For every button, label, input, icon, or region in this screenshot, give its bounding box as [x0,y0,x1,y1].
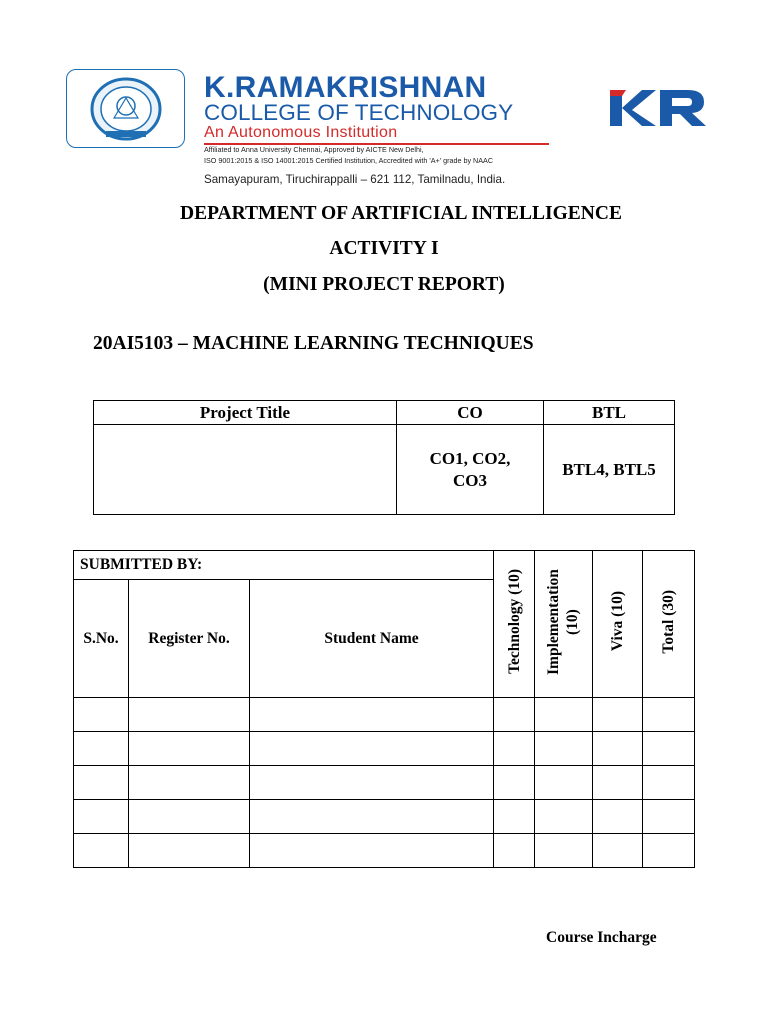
college-subtitle: COLLEGE OF TECHNOLOGY [204,100,514,125]
student-name-cell[interactable] [250,834,494,868]
sno-cell[interactable] [74,766,129,800]
sno-cell[interactable] [74,834,129,868]
student-name-header: Student Name [250,580,494,698]
total-header-text: Total (30) [660,589,677,654]
table-row [74,732,695,766]
total-cell[interactable] [643,800,695,834]
table-row [74,800,695,834]
register-no-cell[interactable] [129,732,250,766]
autonomous-tagline: An Autonomous Institution [204,124,398,141]
technology-cell[interactable] [494,800,535,834]
sno-cell[interactable] [74,800,129,834]
sno-cell[interactable] [74,732,129,766]
kr-brand-logo [608,86,708,130]
affiliation-line-2: ISO 9001:2015 & ISO 14001:2015 Certified Institution, Accredited with 'A+' grade by NAAC [204,156,494,165]
implementation-cell[interactable] [535,698,593,732]
technology-header-text: Technology (10) [505,569,523,674]
co-header: CO [397,401,544,425]
implementation-cell[interactable] [535,834,593,868]
college-name: K.RAMAKRISHNAN [204,71,487,104]
viva-cell[interactable] [593,732,643,766]
viva-cell[interactable] [593,698,643,732]
total-header [643,551,695,698]
co-value: CO1, CO2, CO3 [429,448,511,490]
course-incharge-signature-label: Course Incharge [546,929,657,946]
technology-cell[interactable] [494,698,535,732]
register-no-cell[interactable] [129,834,250,868]
project-table-header [94,401,675,425]
total-cell[interactable] [643,834,695,868]
sno-cell[interactable] [74,698,129,732]
viva-cell[interactable] [593,834,643,868]
table-row [74,834,695,868]
project-table-row [94,425,675,515]
implementation-cell[interactable] [535,766,593,800]
project-table [93,400,675,515]
register-no-cell[interactable] [129,766,250,800]
project-title-cell[interactable] [94,425,397,515]
viva-cell[interactable] [593,800,643,834]
implementation-header-text: Implementation (10) [544,568,581,675]
college-address: Samayapuram, Tiruchirappalli – 621 112, Tamilnadu, India. [204,173,506,186]
student-name-cell[interactable] [250,800,494,834]
viva-cell[interactable] [593,766,643,800]
submitted-by-row [74,551,695,580]
register-no-cell[interactable] [129,800,250,834]
total-cell[interactable] [643,698,695,732]
total-cell[interactable] [643,766,695,800]
student-name-cell[interactable] [250,698,494,732]
implementation-cell[interactable] [535,800,593,834]
btl-cell: BTL4, BTL5 [544,425,675,515]
viva-header [593,551,643,698]
technology-cell[interactable] [494,766,535,800]
project-title-header: Project Title [94,401,397,425]
student-name-cell[interactable] [250,766,494,800]
implementation-cell[interactable] [535,732,593,766]
technology-header [494,551,535,698]
report-title: (MINI PROJECT REPORT) [263,274,505,295]
table-row [74,766,695,800]
btl-header: BTL [544,401,675,425]
register-no-header: Register No. [129,580,250,698]
technology-cell[interactable] [494,732,535,766]
affiliation-line-1: Affiliated to Anna University Chennai, Approved by AICTE New Delhi, [204,145,424,154]
activity-title: ACTIVITY I [329,238,439,259]
register-no-cell[interactable] [129,698,250,732]
submission-table [73,550,695,868]
total-cell[interactable] [643,732,695,766]
viva-header-text: Viva (10) [609,591,626,652]
course-title: 20AI5103 – MACHINE LEARNING TECHNIQUES [93,333,534,354]
implementation-header [535,551,593,698]
submitted-by-label: SUBMITTED BY: [74,551,494,580]
student-name-cell[interactable] [250,732,494,766]
table-row [74,698,695,732]
technology-cell[interactable] [494,834,535,868]
college-seal-logo [66,69,185,148]
co-cell [397,425,544,515]
sno-header: S.No. [74,580,129,698]
department-title: DEPARTMENT OF ARTIFICIAL INTELLIGENCE [180,203,622,224]
